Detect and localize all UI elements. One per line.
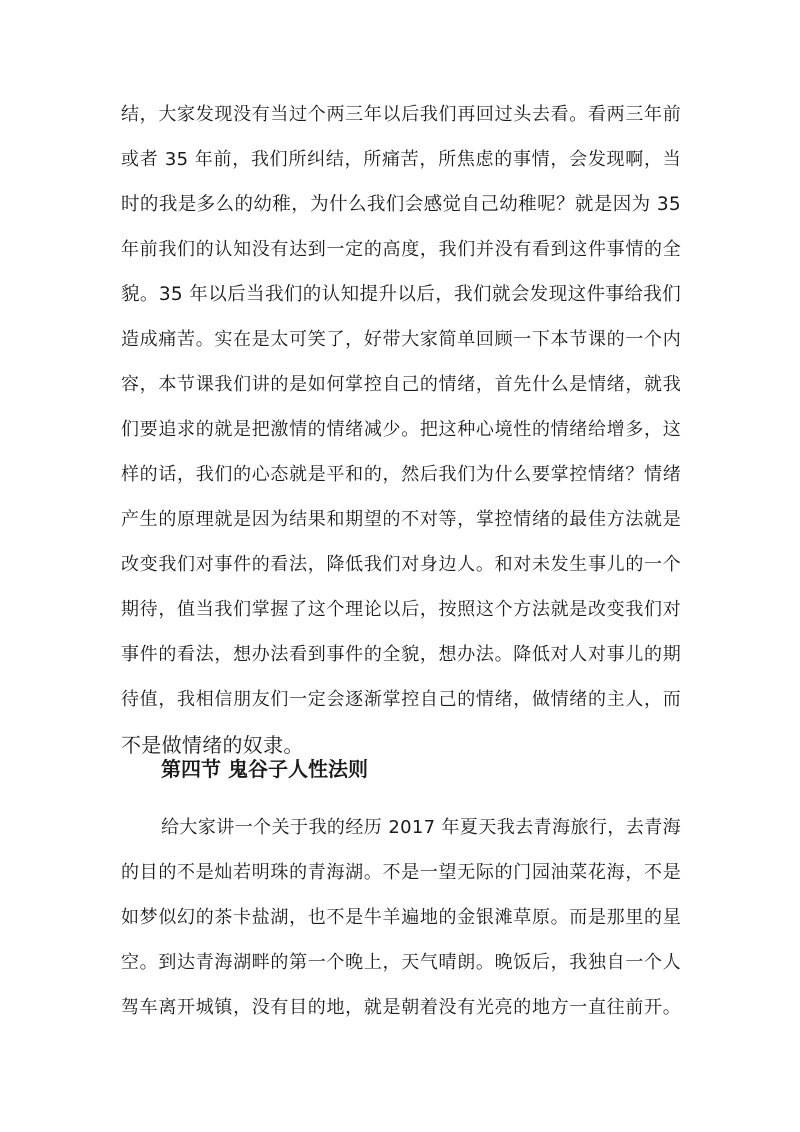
paragraph-line: 的目的不是灿若明珠的青海湖。不是一望无际的门园油菜花海，不是: [121, 862, 681, 883]
section-heading: 第四节 鬼谷子人性法则: [161, 757, 368, 781]
paragraph-line: 改变我们对事件的看法，降低我们对身边人。和对未发生事儿的一个: [121, 554, 681, 575]
paragraph-line: 们要追求的就是把激情的情绪减少。把这种心境性的情绪给增多，这: [121, 419, 681, 440]
paragraph-line: 貌。35 年以后当我们的认知提升以后，我们就会发现这件事给我们: [121, 284, 681, 305]
paragraph-line: 结，大家发现没有当过个两三年以后我们再回过头去看。看两三年前: [121, 104, 681, 125]
paragraph-line: 给大家讲一个关于我的经历 2017 年夏天我去青海旅行，去青海: [161, 817, 681, 838]
paragraph-line: 容，本节课我们讲的是如何掌控自己的情绪，首先什么是情绪，就我: [121, 374, 681, 395]
paragraph-line: 如梦似幻的茶卡盐湖，也不是牛羊遍地的金银滩草原。而是那里的星: [121, 907, 681, 928]
paragraph-line: 造成痛苦。实在是太可笑了，好带大家简单回顾一下本节课的一个内: [121, 329, 681, 350]
paragraph-line: 产生的原理就是因为结果和期望的不对等，掌控情绪的最佳方法就是: [121, 509, 681, 530]
paragraph-line: 不是做情绪的奴隶。: [121, 733, 304, 757]
paragraph-line: 空。到达青海湖畔的第一个晚上，天气晴朗。晚饭后，我独自一个人: [121, 952, 681, 973]
paragraph-line: 年前我们的认知没有达到一定的高度，我们并没有看到这件事情的全: [121, 239, 681, 260]
paragraph-line: 待值，我相信朋友们一定会逐渐掌控自己的情绪，做情绪的主人，而: [121, 689, 681, 710]
paragraph-line: 样的话，我们的心态就是平和的，然后我们为什么要掌控情绪？情绪: [121, 464, 681, 485]
paragraph-line: 或者 35 年前，我们所纠结，所痛苦，所焦虑的事情，会发现啊，当: [121, 149, 681, 170]
paragraph-line: 驾车离开城镇，没有目的地，就是朝着没有光亮的地方一直往前开。: [121, 997, 681, 1018]
paragraph-line: 期待，值当我们掌握了这个理论以后，按照这个方法就是改变我们对: [121, 599, 681, 620]
paragraph-line: 事件的看法，想办法看到事件的全貌，想办法。降低对人对事儿的期: [121, 644, 681, 665]
paragraph-line: 时的我是多么的幼稚，为什么我们会感觉自己幼稚呢？就是因为 35: [121, 194, 681, 215]
